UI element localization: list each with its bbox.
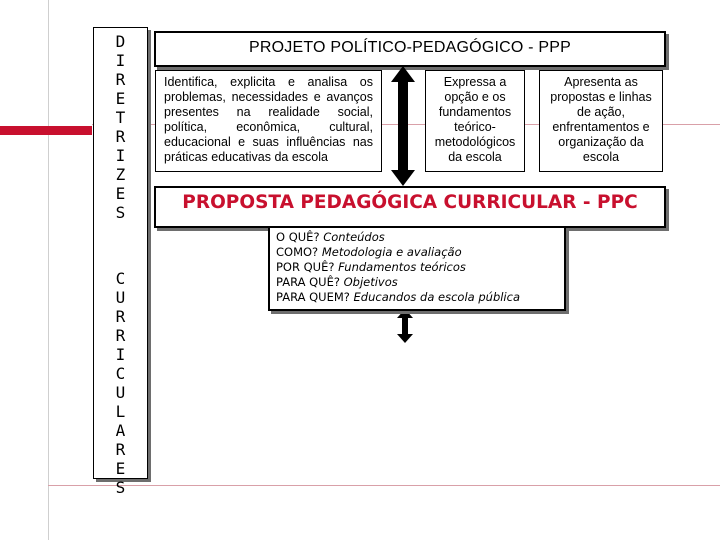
vertical-letter: R (115, 70, 126, 89)
vertical-letter: E (115, 89, 126, 108)
question-row: POR QUÊ? Fundamentos teóricos (276, 260, 466, 274)
description-box: Identifica, explicita e analisa os problemas, necessidades e avanços presentes na realidade social, política, econômica, cultural, educacional e suas influências nas práticas educativas da escola (155, 70, 382, 172)
left-rule (48, 0, 49, 540)
curriculares-label (94, 269, 147, 497)
vertical-letter: I (115, 51, 126, 70)
vertical-letter: C (115, 269, 126, 288)
vertical-letter: I (115, 345, 126, 364)
vertical-letter: T (115, 108, 126, 127)
question-row: PARA QUÊ? Objetivos (276, 275, 398, 289)
double-arrow-icon (390, 66, 416, 186)
red-accent-bar (0, 126, 92, 135)
questions-box (268, 226, 566, 311)
vertical-letter: C (115, 364, 126, 383)
diretrizes-label (94, 32, 147, 222)
vertical-letter: R (115, 307, 126, 326)
vertical-letter: S (115, 478, 126, 497)
vertical-letter: E (115, 184, 126, 203)
ppp-title: PROJETO POLÍTICO-PEDAGÓGICO - PPP (154, 31, 666, 67)
question-row: O QUÊ? Conteúdos (276, 230, 385, 244)
vertical-letter: R (115, 440, 126, 459)
vertical-letter: D (115, 32, 126, 51)
foundation-box: Expressa a opção e os fundamentos teórico-metodológicos da escola (425, 70, 525, 172)
accent-line-bottom (48, 485, 720, 486)
vertical-letter: L (115, 402, 126, 421)
vertical-letter: I (115, 146, 126, 165)
vertical-letter: E (115, 459, 126, 478)
vertical-letter: U (115, 383, 126, 402)
vertical-letter: S (115, 203, 126, 222)
vertical-letter: Z (115, 165, 126, 184)
small-double-arrow-icon (396, 309, 414, 343)
vertical-letter: R (115, 127, 126, 146)
ppc-title: PROPOSTA PEDAGÓGICA CURRICULAR - PPC (182, 192, 638, 213)
vertical-letter: U (115, 288, 126, 307)
vertical-letter: A (115, 421, 126, 440)
question-row: PARA QUEM? Educandos da escola pública (276, 290, 521, 304)
question-row: COMO? Metodologia e avaliação (276, 245, 462, 259)
vertical-letter: R (115, 326, 126, 345)
vertical-label-column (93, 27, 148, 497)
proposals-box: Apresenta as propostas e linhas de ação, enfrentamentos e organização da escola (539, 70, 663, 172)
ppc-title-box (154, 186, 666, 228)
